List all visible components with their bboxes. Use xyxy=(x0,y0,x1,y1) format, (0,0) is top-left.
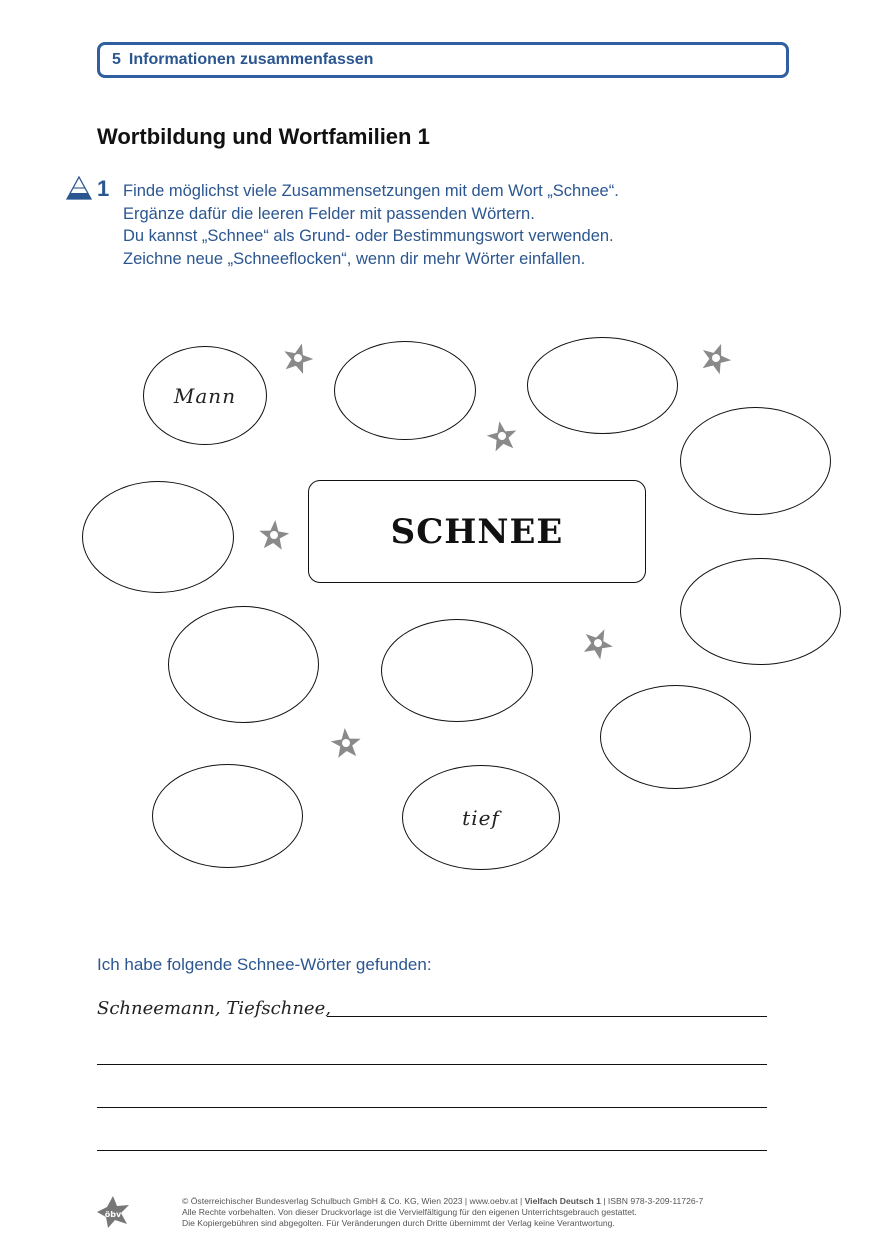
publisher-logo-text: öbv xyxy=(104,1210,122,1219)
footer-line3: Die Kopiergebühren sind abgegolten. Für Veränderungen durch Dritte übernimmt der Verlag keine Verantwortung. xyxy=(182,1218,615,1228)
snowflake-icon xyxy=(256,517,292,553)
word-bubble[interactable] xyxy=(680,407,831,515)
word-bubble[interactable] xyxy=(381,619,533,722)
task-number: 1 xyxy=(97,176,110,201)
footer-book-title: Vielfach Deutsch 1 xyxy=(524,1196,601,1206)
center-word-box xyxy=(308,480,646,583)
difficulty-pyramid-icon xyxy=(66,176,92,200)
answer-line[interactable] xyxy=(327,1016,767,1017)
bubble-word: tief xyxy=(462,805,500,830)
footer-copyright xyxy=(182,1196,703,1229)
center-word: SCHNEE xyxy=(390,511,564,552)
page-title: Wortbildung und Wortfamilien 1 xyxy=(97,124,430,149)
snowflake-icon xyxy=(280,340,316,376)
instruction-line: Ergänze dafür die leeren Felder mit passenden Wörtern. xyxy=(123,204,535,223)
word-bubble[interactable] xyxy=(334,341,476,440)
bubble-word: Mann xyxy=(173,383,237,408)
word-bubble[interactable] xyxy=(168,606,319,723)
footer-line1-prefix: © Österreichischer Bundesverlag Schulbuch GmbH & Co. KG, Wien 2023 | www.oebv.at | xyxy=(182,1196,525,1206)
chapter-number: 5 xyxy=(112,51,121,68)
answer-line[interactable] xyxy=(97,1150,767,1151)
word-bubble[interactable] xyxy=(152,764,303,868)
word-bubble[interactable] xyxy=(680,558,841,665)
answer-line[interactable] xyxy=(97,1064,767,1065)
instruction-line: Zeichne neue „Schneeflocken“, wenn dir mehr Wörter einfallen. xyxy=(123,249,586,268)
instruction-line: Finde möglichst viele Zusammensetzungen mit dem Wort „Schnee“. xyxy=(123,182,619,200)
answer-line[interactable] xyxy=(97,1107,767,1108)
snowflake-icon xyxy=(698,340,734,376)
word-bubble[interactable] xyxy=(143,346,267,445)
footer-line2: Alle Rechte vorbehalten. Von dieser Druckvorlage ist die Vervielfältigung für den eigenen Unterrichtsgebrauch gestattet. xyxy=(182,1207,637,1217)
chapter-title: Informationen zusammenfassen xyxy=(128,51,374,68)
footer-isbn: | ISBN 978-3-209-11726-7 xyxy=(600,1196,704,1206)
answers-label: Ich habe folgende Schnee-Wörter gefunden: xyxy=(97,955,432,974)
instruction-line: Du kannst „Schnee“ als Grund- oder Bestimmungswort verwenden. xyxy=(123,227,614,245)
task-instructions xyxy=(123,180,619,270)
snowflake-icon xyxy=(484,418,520,454)
chapter-header xyxy=(97,42,789,78)
word-bubble[interactable] xyxy=(402,765,560,870)
answer-handwriting: Schneemann, Tiefschnee, xyxy=(97,998,331,1019)
word-bubble[interactable] xyxy=(600,685,751,789)
snowflake-icon xyxy=(580,625,616,661)
publisher-logo xyxy=(96,1195,130,1229)
word-bubble[interactable] xyxy=(82,481,234,593)
snowflake-icon xyxy=(328,725,364,761)
word-bubble[interactable] xyxy=(527,337,678,434)
